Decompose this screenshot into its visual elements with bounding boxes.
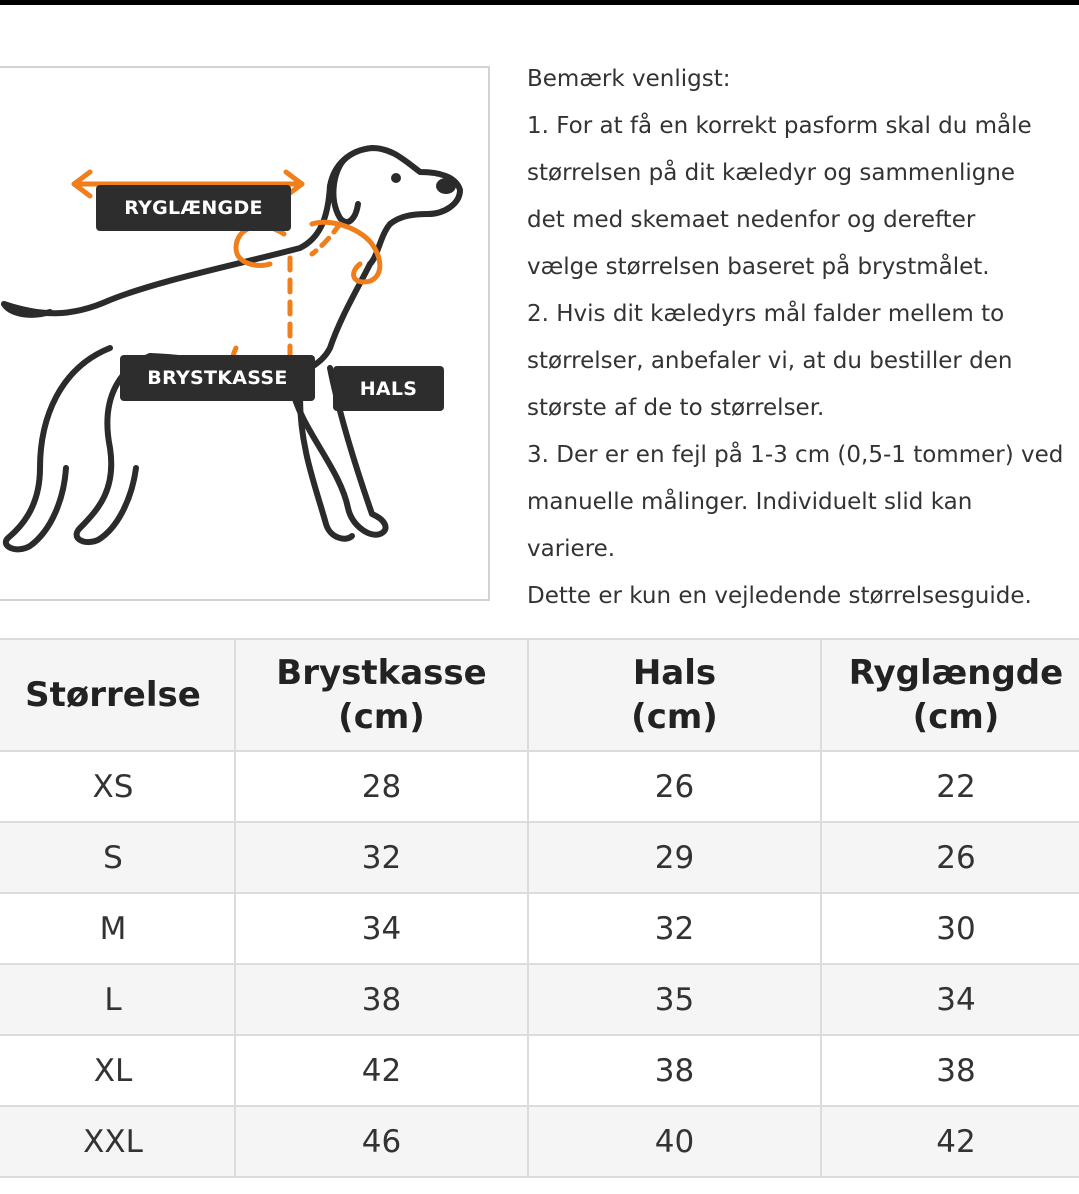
notes-line: variere. — [527, 536, 616, 562]
chest-cell: 28 — [235, 751, 528, 822]
back-length-label: RYGLÆNGDE — [96, 185, 291, 231]
top-bar — [0, 0, 1079, 5]
back-cell: 30 — [821, 893, 1079, 964]
back-cell: 26 — [821, 822, 1079, 893]
dog-ear-outline — [333, 158, 358, 222]
neck-cell: 38 — [528, 1035, 821, 1106]
dog-head-outline — [330, 148, 460, 264]
neck-cell: 29 — [528, 822, 821, 893]
table-header-row — [0, 639, 1079, 751]
notes-heading: Bemærk venligst: — [527, 66, 731, 92]
chest-cell: 34 — [235, 893, 528, 964]
size-guide-notes — [527, 56, 1079, 626]
notes-line: manuelle målinger. Individuelt slid kan — [527, 489, 973, 515]
neck-cell: 40 — [528, 1106, 821, 1177]
chest-cell: 46 — [235, 1106, 528, 1177]
size-chart-table — [0, 638, 1079, 1178]
back-cell: 38 — [821, 1035, 1079, 1106]
notes-line: 3. Der er en fejl på 1-3 cm (0,5-1 tommer) ved — [527, 442, 1064, 468]
notes-line: størrelser, anbefaler vi, at du bestiller den — [527, 348, 1013, 374]
header-size: Størrelse — [0, 639, 235, 751]
dog-outline-illustration — [0, 68, 490, 601]
chest-cell: 42 — [235, 1035, 528, 1106]
dog-nose — [436, 178, 456, 194]
size-cell: M — [0, 893, 235, 964]
neck-measure-loop — [312, 222, 380, 282]
notes-line: størrelsen på dit kæledyr og sammenligne — [527, 160, 1016, 186]
dog-measurement-diagram — [0, 66, 490, 601]
neck-cell: 35 — [528, 964, 821, 1035]
notes-line: 1. For at få en korrekt pasform skal du måle — [527, 113, 1032, 139]
table-row — [0, 1106, 1079, 1177]
chest-cell: 38 — [235, 964, 528, 1035]
table-row — [0, 964, 1079, 1035]
size-cell: XXL — [0, 1106, 235, 1177]
notes-line: største af de to størrelser. — [527, 395, 825, 421]
header-back-length: Ryglængde (cm) — [821, 639, 1079, 751]
header-chest: Brystkasse (cm) — [235, 639, 528, 751]
notes-line: vælge størrelsen baseret på brystmålet. — [527, 254, 990, 280]
notes-line: 2. Hvis dit kæledyrs mål falder mellem to — [527, 301, 1005, 327]
table-row — [0, 751, 1079, 822]
chest-label: BRYSTKASSE — [120, 355, 315, 401]
notes-line: det med skemaet nedenfor og derefter — [527, 207, 976, 233]
size-cell: XL — [0, 1035, 235, 1106]
neck-label: HALS — [333, 366, 444, 411]
size-cell: S — [0, 822, 235, 893]
size-cell: XS — [0, 751, 235, 822]
back-cell: 42 — [821, 1106, 1079, 1177]
notes-line: Dette er kun en vejledende størrelsesguide. — [527, 583, 1032, 609]
back-cell: 34 — [821, 964, 1079, 1035]
neck-cell: 26 — [528, 751, 821, 822]
table-row — [0, 1035, 1079, 1106]
back-cell: 22 — [821, 751, 1079, 822]
chest-cell: 32 — [235, 822, 528, 893]
dog-eye — [391, 173, 401, 183]
size-cell: L — [0, 964, 235, 1035]
neck-cell: 32 — [528, 893, 821, 964]
table-row — [0, 822, 1079, 893]
table-row — [0, 893, 1079, 964]
header-neck: Hals (cm) — [528, 639, 821, 751]
